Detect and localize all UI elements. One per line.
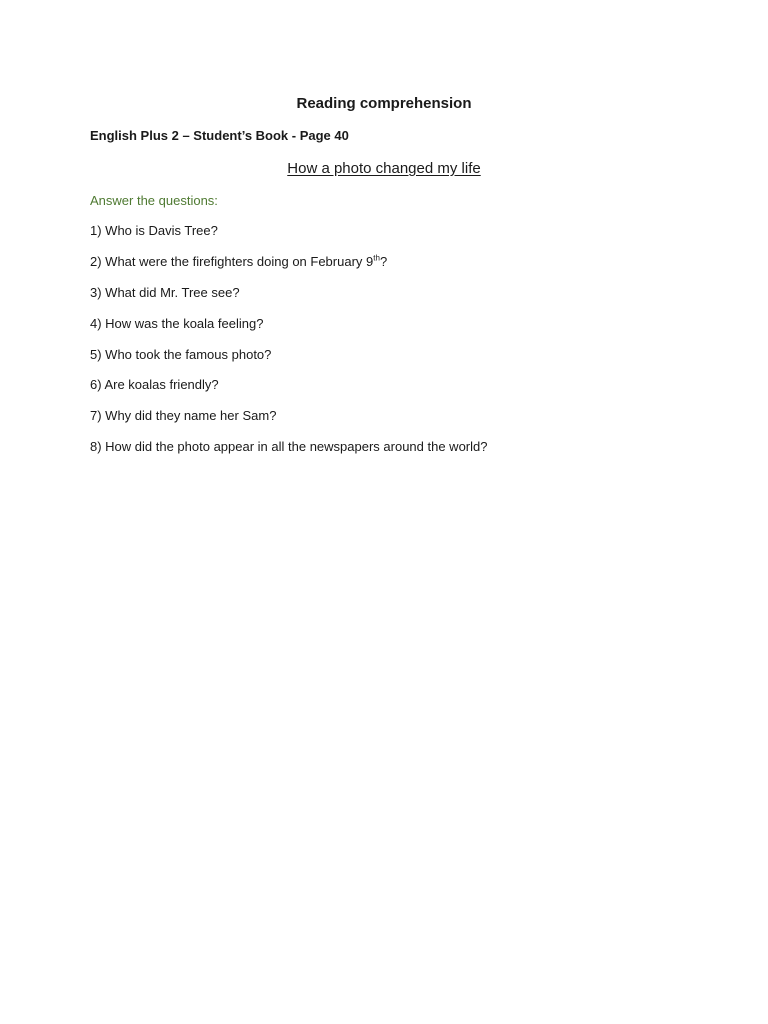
question-item: 6) Are koalas friendly? [90,377,219,393]
question-text-end: ? [379,253,388,269]
story-title-text: How a photo changed my life [287,160,481,177]
instruction-text: Answer the questions: [90,193,218,208]
question-item: 8) How did the photo appear in all the newspapers around the world? [90,439,488,455]
question-item: 7) Why did they name her Sam? [90,408,277,424]
question-item: 4) How was the koala feeling? [90,315,264,331]
question-item: 5) Who took the famous photo? [90,346,272,362]
question-list [90,222,487,469]
question-item: 1) Who is Davis Tree? [90,223,218,238]
question-text: 2) What were the firefighters doing on February 9 [90,253,374,269]
story-title [0,159,768,179]
question-item [90,253,487,271]
page-title: Reading comprehension [296,95,472,112]
question-item: 3) What did Mr. Tree see? [90,284,240,300]
source-reference: English Plus 2 – Student’s Book - Page 40 [90,128,349,143]
ordinal-suffix: th [373,253,380,263]
